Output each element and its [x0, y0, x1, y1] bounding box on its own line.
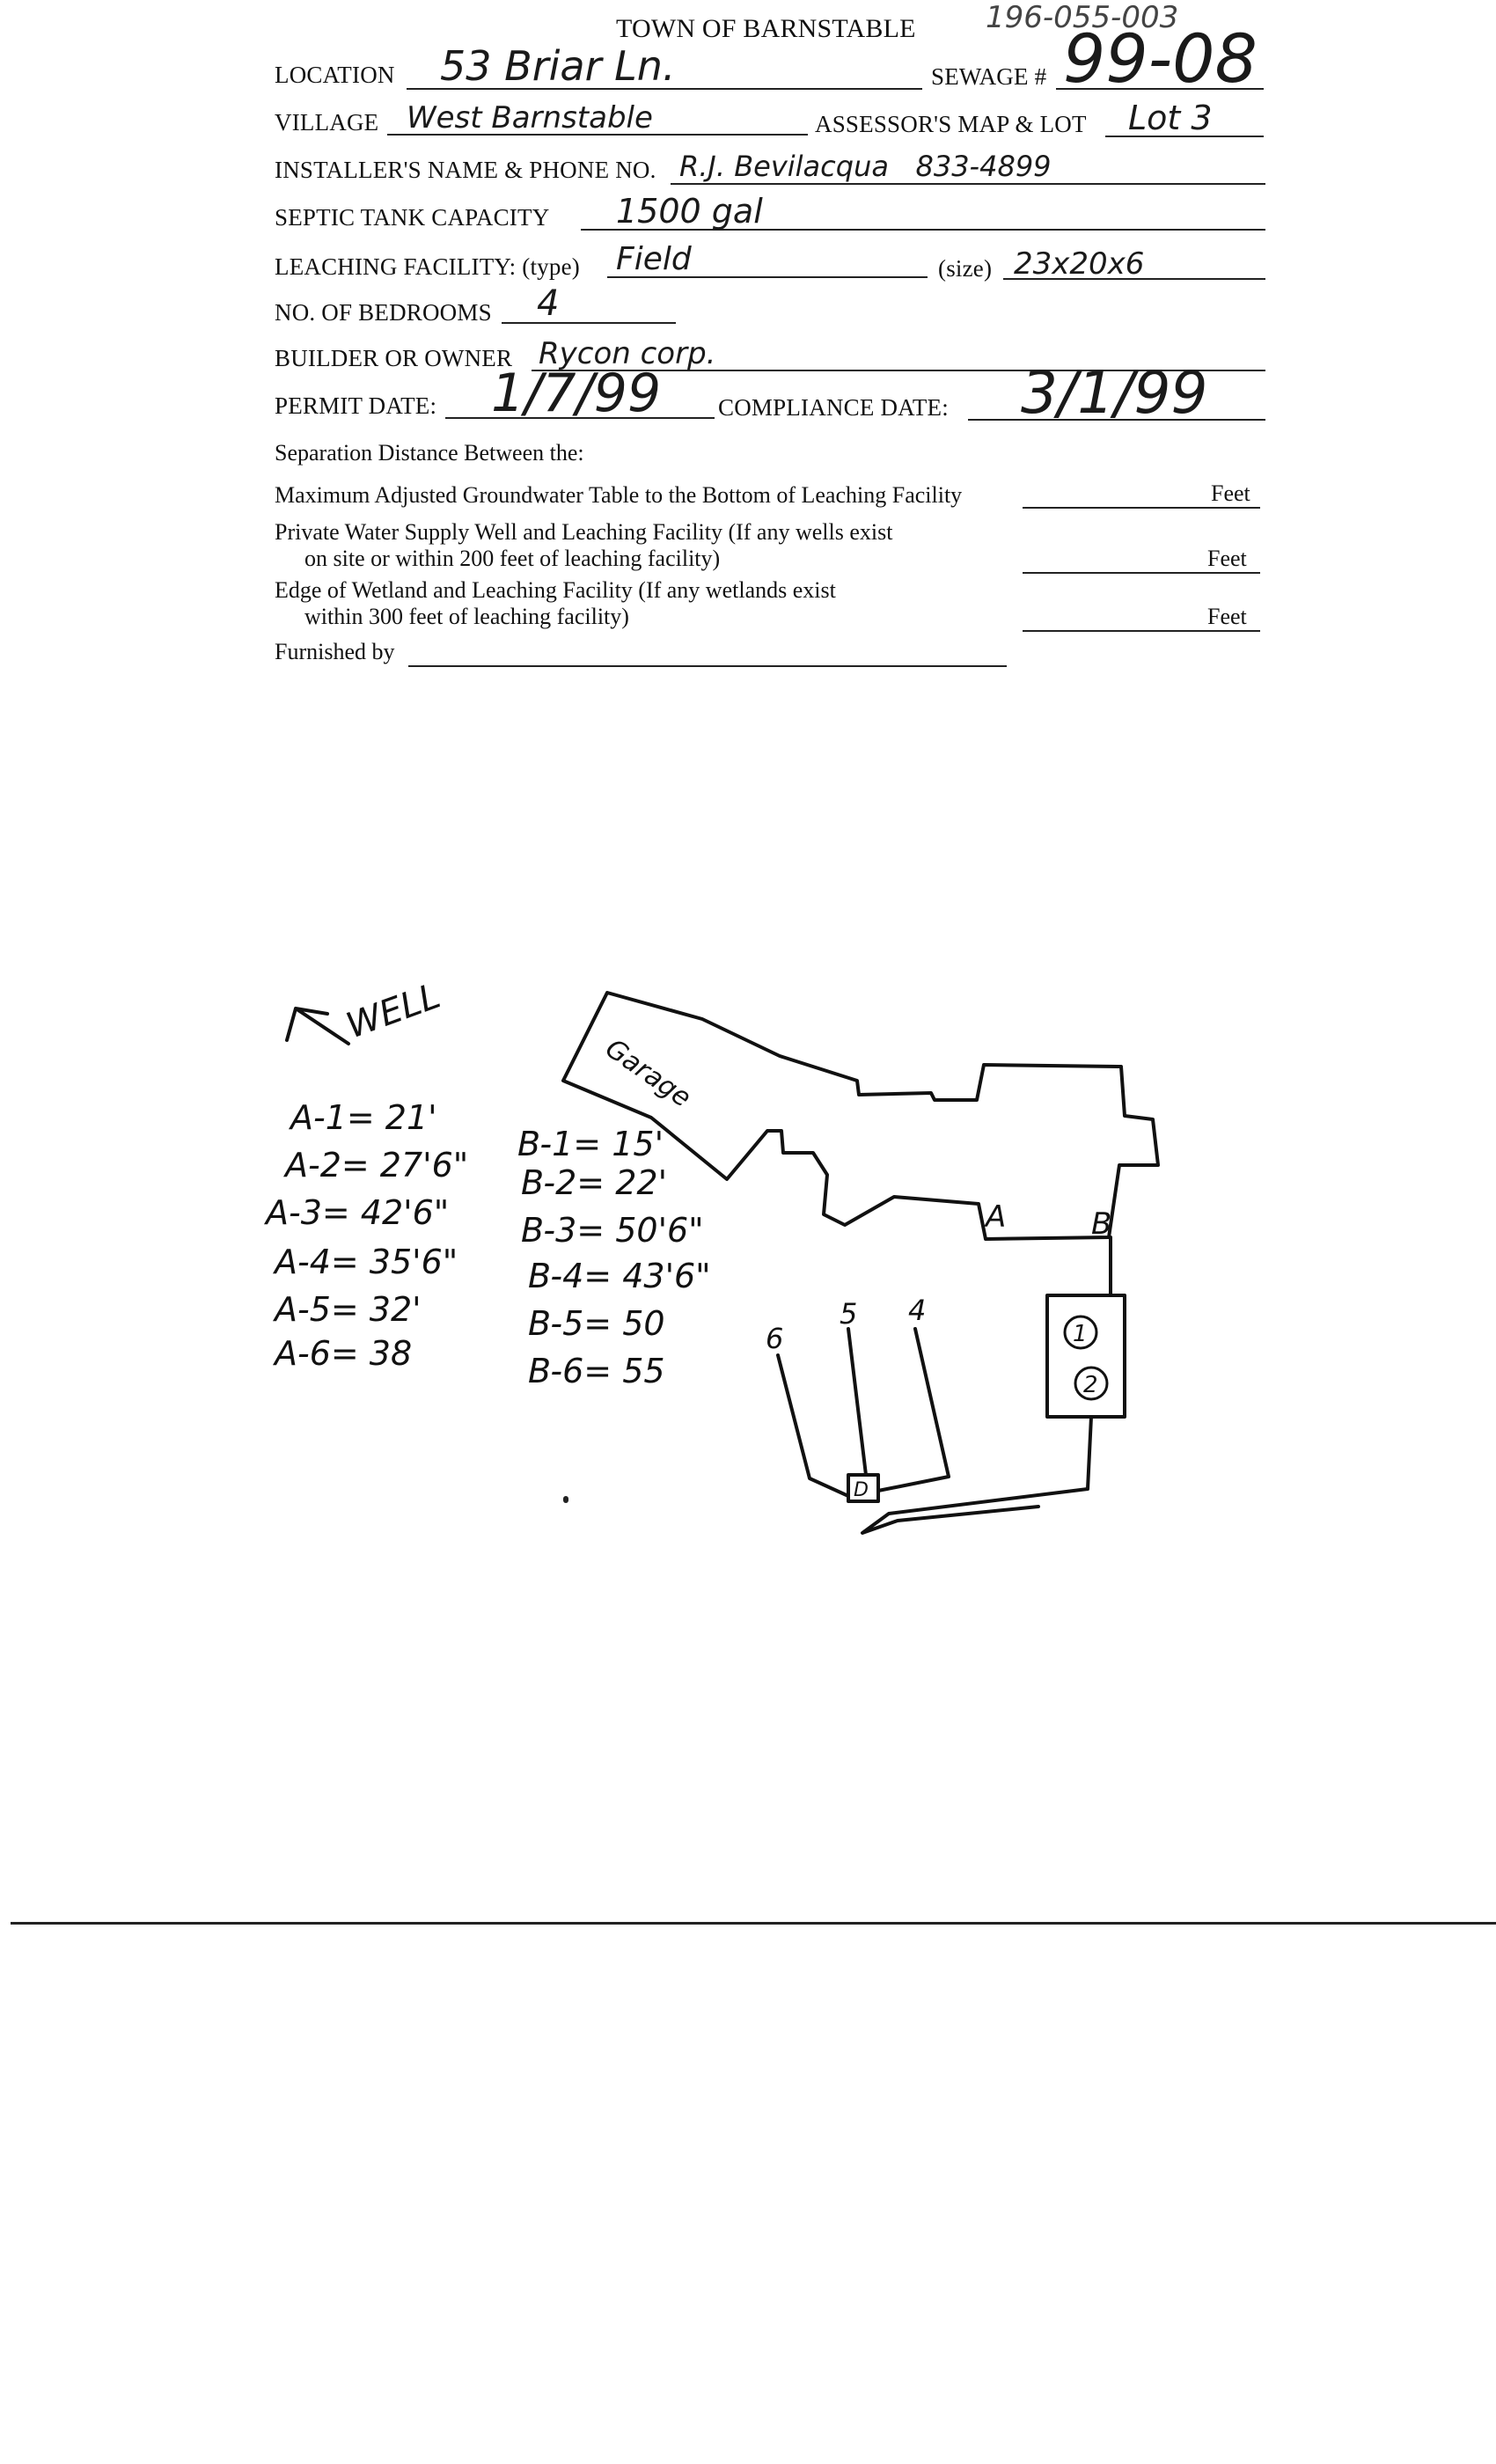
well-row-label: Private Water Supply Well and Leaching Facility (If any wells exist [275, 519, 893, 545]
well-row-label-2: on site or within 200 feet of leaching facility) [304, 546, 721, 571]
leach-type-value: Field [616, 241, 692, 277]
trench-4 [878, 1329, 949, 1491]
leach-size-label: (size) [938, 255, 993, 282]
wetland-row-label-2: within 300 feet of leaching facility) [304, 604, 629, 629]
map-lot-value: Lot 3 [1128, 99, 1213, 137]
sewage-value: 99-08 [1063, 19, 1258, 98]
village-value: West Barnstable [407, 100, 653, 136]
tank-2-label: 2 [1083, 1372, 1098, 1398]
installer-label: INSTALLER'S NAME & PHONE NO. [275, 157, 656, 183]
tie-b-1: B-1= 15' [517, 1125, 664, 1163]
permit-date-value: 1/7/99 [491, 363, 662, 424]
groundwater-feet-label: Feet [1211, 480, 1250, 506]
tie-a-4: A-4= 35'6" [275, 1243, 458, 1281]
header-pipe [862, 1417, 1091, 1533]
file-reference: 196-055-003 [986, 0, 1179, 35]
tie-b-3: B-3= 50'6" [521, 1211, 704, 1250]
tie-b-5: B-5= 50 [528, 1304, 665, 1343]
map-lot-label: ASSESSOR'S MAP & LOT [815, 111, 1087, 137]
garage-label: Garage [599, 1032, 697, 1114]
tank-1-label: 1 [1073, 1321, 1088, 1347]
tank-label: SEPTIC TANK CAPACITY [275, 204, 550, 231]
trench-6 [778, 1355, 848, 1496]
compliance-date-value: 3/1/99 [1021, 359, 1208, 427]
bedrooms-value: 4 [537, 283, 560, 324]
village-label: VILLAGE [275, 109, 379, 136]
trench-4-label: 4 [908, 1294, 927, 1327]
bedrooms-label: NO. OF BEDROOMS [275, 299, 492, 326]
tank-value: 1500 gal [616, 192, 763, 231]
builder-label: BUILDER OR OWNER [275, 345, 513, 371]
builder-value: Rycon corp. [539, 336, 716, 371]
tie-b-2: B-2= 22' [521, 1163, 668, 1202]
tie-b-6: B-6= 55 [528, 1352, 665, 1390]
installer-value: R.J. Bevilacqua 833-4899 [679, 150, 1052, 183]
corner-a-label: A [986, 1199, 1007, 1235]
well-feet-label: Feet [1207, 546, 1247, 571]
scan-dot [563, 1496, 568, 1503]
tie-a-2: A-2= 27'6" [285, 1146, 469, 1184]
house-outline [563, 993, 1158, 1239]
compliance-date-label: COMPLIANCE DATE: [718, 394, 949, 421]
well-arrow-icon [287, 1008, 348, 1044]
trench-5-label: 5 [840, 1297, 858, 1331]
permit-date-label: PERMIT DATE: [275, 392, 437, 419]
tie-a-1: A-1= 21' [290, 1098, 437, 1137]
well-label: WELL [341, 975, 446, 1047]
corner-b-label: B [1091, 1206, 1112, 1242]
leach-size-value: 23x20x6 [1014, 246, 1145, 282]
dbox-label: D [854, 1479, 869, 1501]
document-title: TOWN OF BARNSTABLE [616, 14, 916, 43]
location-label: LOCATION [275, 62, 395, 88]
scan-edge-line [11, 1922, 1496, 1925]
trench-5 [848, 1329, 866, 1475]
sewage-label: SEWAGE # [931, 63, 1047, 90]
groundwater-row-label: Maximum Adjusted Groundwater Table to the Bottom of Leaching Facility [275, 482, 963, 508]
trench-6-label: 6 [766, 1322, 784, 1355]
wetland-row-label: Edge of Wetland and Leaching Facility (If any wetlands exist [275, 577, 836, 603]
tie-a-3: A-3= 42'6" [266, 1193, 450, 1232]
furnished-by-label: Furnished by [275, 639, 395, 664]
separation-heading: Separation Distance Between the: [275, 440, 584, 466]
wetland-feet-label: Feet [1207, 604, 1247, 629]
tie-a-6: A-6= 38 [275, 1334, 413, 1373]
leach-type-label: LEACHING FACILITY: (type) [275, 253, 580, 280]
location-value: 53 Briar Ln. [440, 42, 676, 90]
tie-a-5: A-5= 32' [275, 1290, 422, 1329]
tie-b-4: B-4= 43'6" [528, 1257, 711, 1295]
